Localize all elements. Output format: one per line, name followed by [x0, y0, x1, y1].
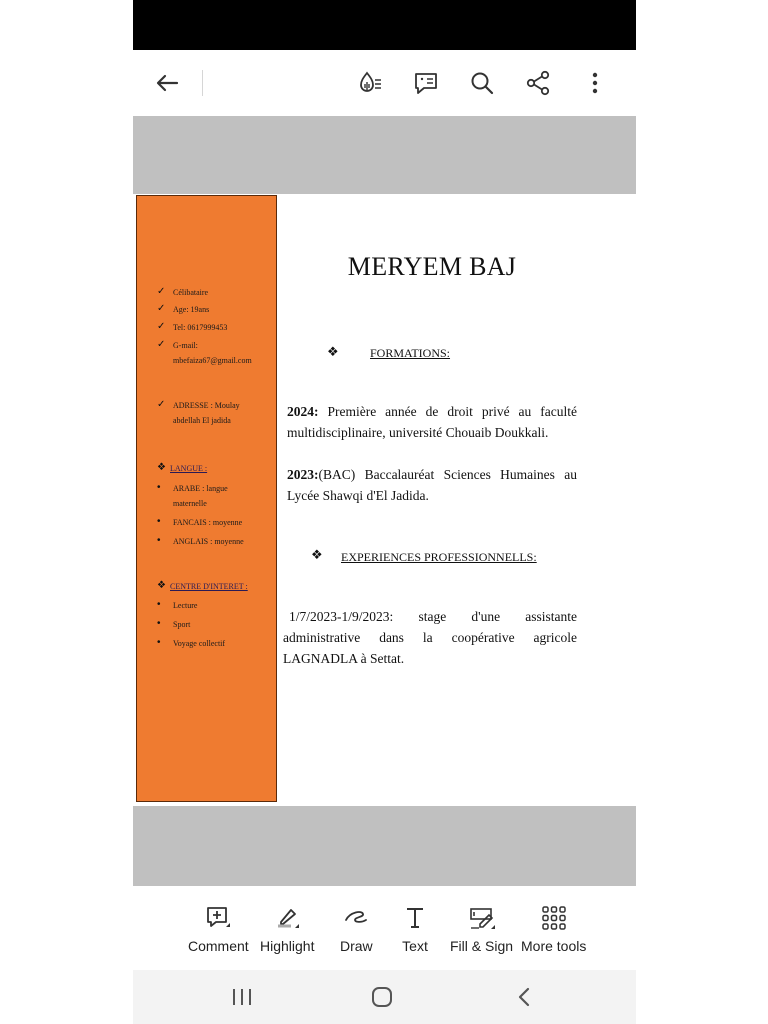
list-item: • Voyage collectif [157, 636, 272, 651]
phone-screen [133, 0, 636, 1024]
system-nav-bar [133, 970, 636, 1024]
list-item: • Sport [157, 617, 272, 632]
bottom-toolbar [133, 886, 636, 970]
toolbar-divider [202, 70, 203, 96]
checkmark-icon: ✓ [157, 339, 166, 350]
list-item: • Lecture [157, 598, 272, 613]
sidebar-address: ✓ ADRESSE : Moulay abdellah El jadida [157, 398, 272, 428]
highlight-icon [273, 904, 301, 932]
experience-entry: 1/7/2023-1/9/2023: stage d'une assistante administrative dans la coopérative agricole LAGNADLA à Settat. [283, 609, 577, 666]
sidebar-interet-heading: ❖ CENTRE D'INTERET : [157, 579, 272, 594]
text-icon [401, 904, 429, 932]
list-item: • FANCAIS : moyenne [157, 515, 272, 530]
sidebar-item: ✓ Age: 19ans [157, 302, 272, 317]
experiences-heading: EXPERIENCES PROFESSIONNELLS: [341, 550, 537, 564]
page-gutter-top [133, 116, 636, 194]
fill-sign-icon [468, 904, 496, 932]
comment-add-icon [204, 904, 232, 932]
top-toolbar [133, 50, 636, 116]
fill-sign-tool-button[interactable]: Fill & Sign [450, 904, 513, 954]
page-gutter-bottom [133, 806, 636, 886]
home-icon[interactable] [362, 982, 402, 1012]
sidebar-item: ✓ Célibataire [157, 285, 272, 300]
bullet-icon: • [157, 535, 161, 546]
read-aloud-icon[interactable] [352, 65, 388, 101]
share-icon[interactable] [520, 65, 556, 101]
diamond-bullet-icon: ❖ [327, 344, 339, 359]
text-tool-button[interactable]: Text [401, 904, 429, 954]
resume-sidebar [136, 195, 277, 802]
checkmark-icon: ✓ [157, 286, 166, 297]
draw-tool-button[interactable]: Draw [340, 904, 373, 954]
back-arrow-icon[interactable] [149, 65, 185, 101]
resume-name: MERYEM BAJ [347, 252, 517, 281]
sidebar-langue-heading: ❖ LANGUE : [157, 461, 272, 476]
diamond-bullet-icon: ❖ [157, 462, 166, 473]
bullet-icon: • [157, 618, 161, 629]
formation-entry: 2023:(BAC) Baccalauréat Sciences Humaines au Lycée Shawqi d'El Jadida. [287, 467, 577, 503]
bullet-icon: • [157, 637, 161, 648]
recent-apps-icon[interactable] [222, 982, 262, 1012]
bullet-icon: • [157, 599, 161, 610]
checkmark-icon: ✓ [157, 321, 166, 332]
search-icon[interactable] [464, 65, 500, 101]
comment-list-icon[interactable] [408, 65, 444, 101]
resume-main [283, 194, 633, 806]
more-options-icon[interactable] [577, 65, 613, 101]
comment-tool-button[interactable]: Comment [188, 904, 249, 954]
list-item: • ANGLAIS : moyenne [157, 534, 272, 549]
draw-icon [342, 904, 370, 932]
system-back-icon[interactable] [504, 982, 544, 1012]
more-tools-button[interactable]: More tools [521, 904, 586, 954]
formations-heading: FORMATIONS: [370, 346, 451, 360]
diamond-bullet-icon: ❖ [311, 547, 323, 562]
list-item: • ARABE : langue maternelle [157, 481, 272, 511]
formation-entry: 2024: Première année de droit privé au faculté multidisciplinaire, université Chouaib Doukkali. [287, 404, 577, 440]
checkmark-icon: ✓ [157, 303, 166, 314]
status-bar [133, 0, 636, 50]
more-tools-grid-icon [540, 904, 568, 932]
bullet-icon: • [157, 482, 161, 493]
sidebar-item: ✓ G-mail: mbefaiza67@gmail.com [157, 338, 272, 368]
pdf-page[interactable] [133, 194, 636, 806]
highlight-tool-button[interactable]: Highlight [260, 904, 314, 954]
sidebar-item: ✓ Tel: 0617999453 [157, 320, 272, 335]
checkmark-icon: ✓ [157, 399, 166, 410]
diamond-bullet-icon: ❖ [157, 580, 166, 591]
bullet-icon: • [157, 516, 161, 527]
